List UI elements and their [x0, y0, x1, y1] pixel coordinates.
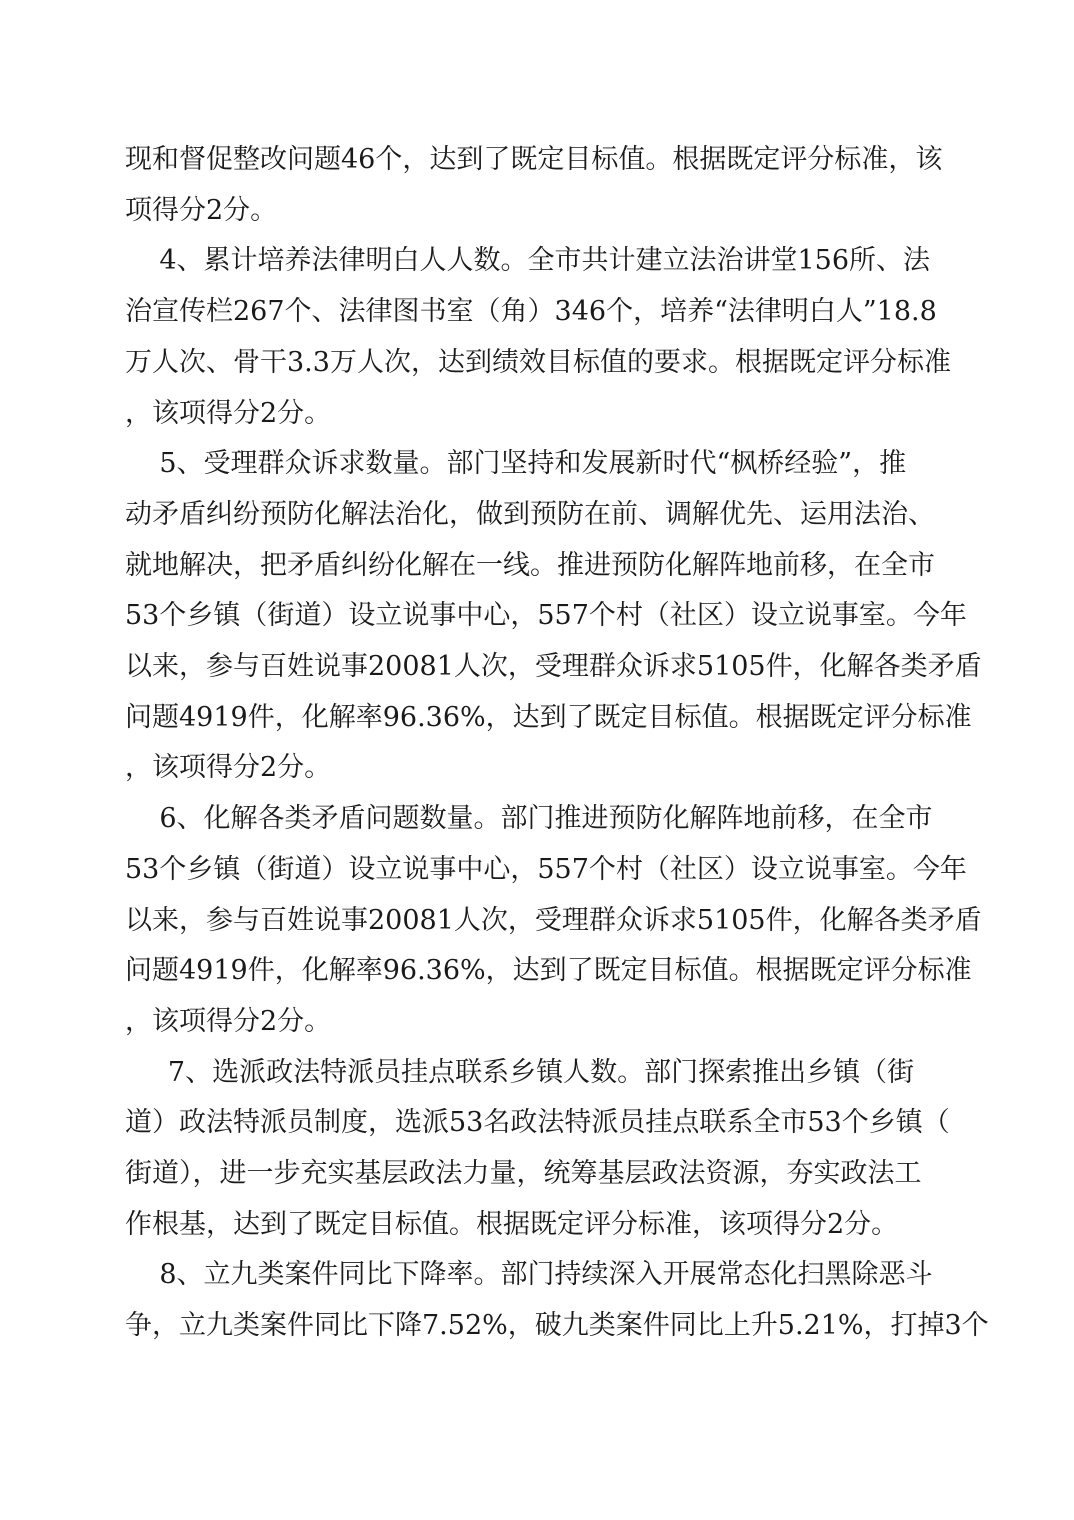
text-line: 治宣传栏267个、法律图书室（角）346个，培养“法律明白人”18.8	[125, 296, 937, 328]
text-line: 项得分2分。	[125, 194, 278, 226]
text-line: 问题4919件，化解率96.36%，达到了既定目标值。根据既定评分标准	[125, 955, 972, 987]
text-line: 53个乡镇（街道）设立说事中心，557个村（社区）设立说事室。今年	[125, 600, 967, 632]
text-line: 5、受理群众诉求数量。部门坚持和发展新时代“枫桥经验”，推	[125, 448, 907, 480]
text-line: 以来，参与百姓说事20081人次，受理群众诉求5105件，化解各类矛盾	[125, 904, 982, 936]
text-line: 争，立九类案件同比下降7.52%，破九类案件同比上升5.21%，打掉3个	[125, 1310, 989, 1342]
text-line: 道）政法特派员制度，选派53名政法特派员挂点联系全市53个乡镇（	[125, 1107, 950, 1139]
text-line: 4、累计培养法律明白人人数。全市共计建立法治讲堂156所、法	[125, 245, 931, 277]
text-line: 就地解决，把矛盾纠纷化解在一线。推进预防化解阵地前移，在全市	[125, 549, 935, 581]
text-line: 动矛盾纠纷预防化解法治化，做到预防在前、调解优先、运用法治、	[125, 498, 935, 530]
text-line: ，该项得分2分。	[125, 1005, 332, 1037]
text-line: 万人次、骨干3.3万人次，达到绩效目标值的要求。根据既定评分标准	[125, 346, 951, 378]
text-line: 6、化解各类矛盾问题数量。部门推进预防化解阵地前移，在全市	[125, 803, 933, 835]
text-line: 现和督促整改问题46个，达到了既定目标值。根据既定评分标准，该	[125, 144, 943, 175]
text-line: 以来，参与百姓说事20081人次，受理群众诉求5105件，化解各类矛盾	[125, 651, 982, 682]
text-line: 作根基，达到了既定目标值。根据既定评分标准，该项得分2分。	[125, 1208, 899, 1240]
text-line: 7、选派政法特派员挂点联系乡镇人数。部门探索推出乡镇（街	[125, 1056, 915, 1088]
text-line: 街道），进一步充实基层政法力量，统筹基层政法资源，夯实政法工	[125, 1158, 922, 1189]
text-line: 53个乡镇（街道）设立说事中心，557个村（社区）设立说事室。今年	[125, 853, 967, 885]
text-line: 8、立九类案件同比下降率。部门持续深入开展常态化扫黑除恶斗	[125, 1259, 933, 1291]
text-line: ，该项得分2分。	[125, 397, 332, 429]
text-line: 问题4919件，化解率96.36%，达到了既定目标值。根据既定评分标准	[125, 701, 972, 733]
text-line: ，该项得分2分。	[125, 752, 332, 784]
